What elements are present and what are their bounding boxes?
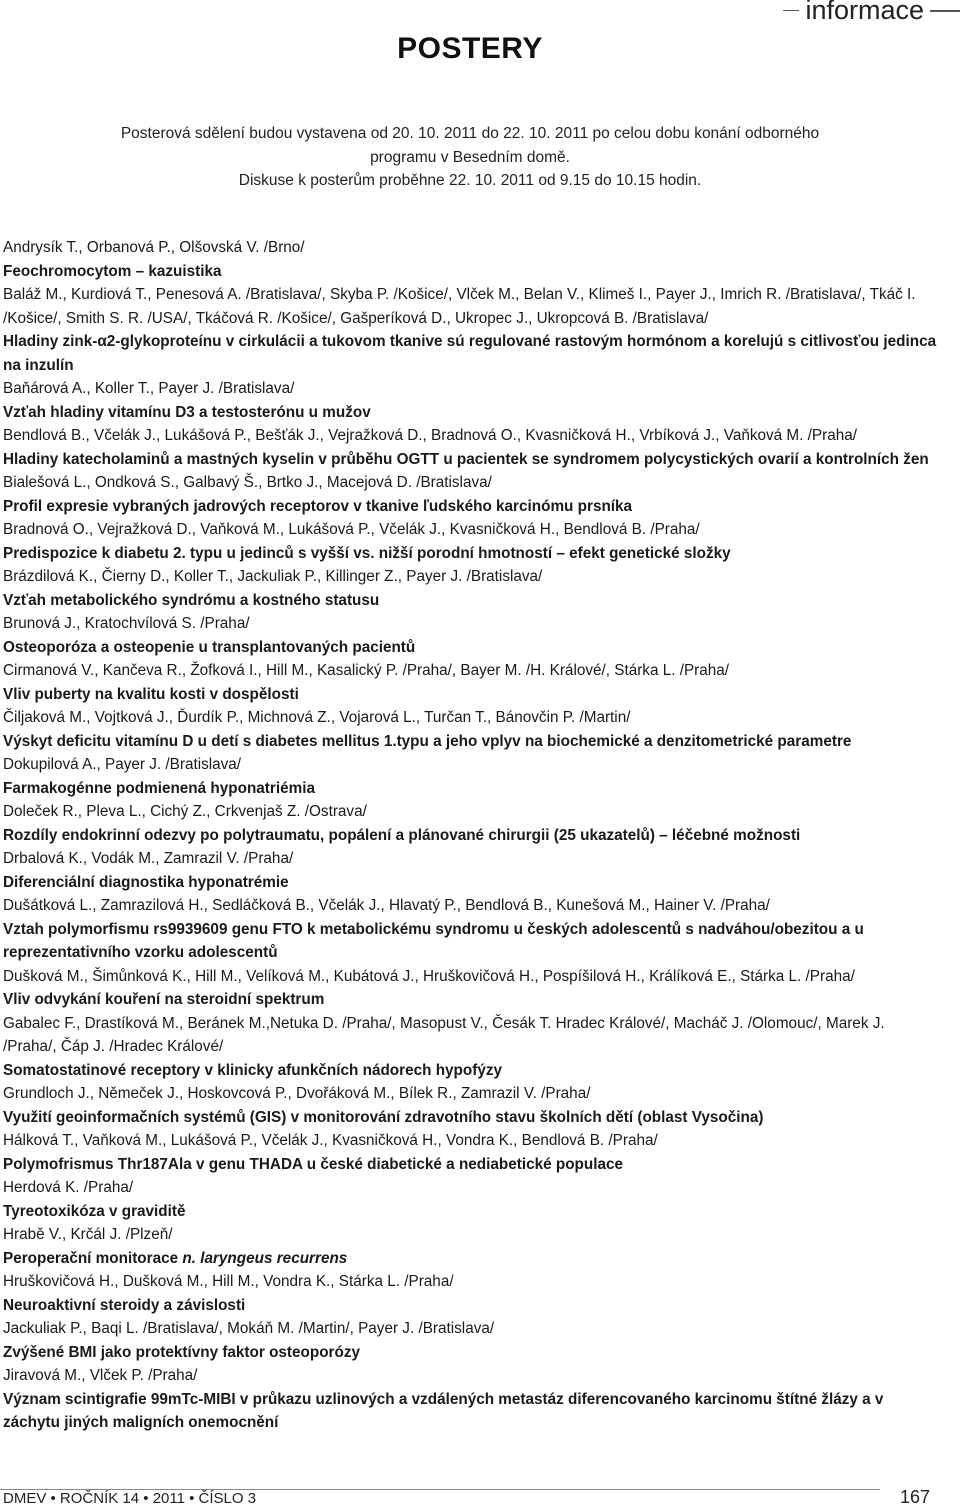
- poster-entry: [3, 612, 938, 659]
- poster-title: [3, 1059, 938, 1083]
- poster-title: [3, 401, 938, 425]
- poster-authors: Hrabě V., Krčál J. /Plzeň/: [3, 1226, 173, 1243]
- poster-entry: [3, 965, 938, 1012]
- poster-title-text: Vliv odvykání kouření na steroidní spektrum: [3, 991, 325, 1008]
- poster-title: [3, 683, 938, 707]
- section-label: informace: [799, 0, 930, 26]
- poster-entry: [3, 471, 938, 518]
- poster-title-text: Farmakogénne podmienená hyponatriémia: [3, 779, 315, 797]
- poster-title-text: Výskyt deficitu vitamínu D u detí s diabetes mellitus 1.typu a jeho vplyv na biochemické a denzitometrické parametre: [3, 732, 852, 750]
- poster-title: [3, 918, 938, 965]
- poster-entry: [3, 659, 938, 706]
- poster-title: [3, 1341, 938, 1365]
- poster-title-text: Tyreotoxikóza v graviditě: [3, 1202, 186, 1220]
- poster-entry: [3, 518, 938, 565]
- poster-entry: [3, 1176, 938, 1223]
- poster-title-text: Využití geoinformačních systémů (GIS) v monitorování zdravotního stavu školních dětí (oblast Vysočina): [3, 1108, 764, 1126]
- page-title: POSTERY: [397, 32, 543, 65]
- poster-title: [3, 1106, 938, 1130]
- poster-title-text: Vztah polymorfismu rs9939609 genu FTO k metabolickému syndromu u českých adolescentů s nadváhou/obezitou a u reprezentativního vzorku adolescentů: [3, 920, 864, 961]
- poster-authors: Bialešová L., Ondková S., Galbavý Š., Brtko J., Macejová D. /Bratislava/: [3, 474, 492, 491]
- poster-title: [3, 871, 938, 895]
- poster-title-text: Rozdíly endokrinní odezvy po polytraumatu, popálení a plánované chirurgii (25 ukazatelů) – léčebné možnosti: [3, 826, 801, 844]
- poster-entry: [3, 753, 938, 800]
- poster-authors: Dušátková L., Zamrazilová H., Sedláčková B., Včelák J., Hlavatý P., Bendlová B., Kunešová M., Hainer V. /Praha/: [3, 897, 770, 914]
- poster-title-text: Neuroaktivní steroidy a závislosti: [3, 1296, 246, 1314]
- poster-entry: [3, 1317, 938, 1364]
- poster-authors: Cirmanová V., Kančeva R., Žofková I., Hill M., Kasalický P. /Praha/, Bayer M. /H. Králové/, Stárka L. /Praha/: [3, 662, 730, 679]
- poster-authors: Bradnová O., Vejražková D., Vaňková M., Lukášová P., Včelák J., Kvasničková H., Bendlová B. /Praha/: [3, 521, 700, 538]
- poster-entry: [3, 800, 938, 847]
- poster-entry: [3, 236, 938, 283]
- poster-title-text: Polymofrismus Thr187Ala v genu THADA u české diabetické a nediabetické populace: [3, 1155, 624, 1173]
- poster-title-text: Zvýšené BMI jako protektívny faktor osteoporózy: [3, 1343, 361, 1361]
- poster-entry: [3, 1082, 938, 1129]
- poster-entry: [3, 424, 938, 471]
- poster-authors: Andrysík T., Orbanová P., Olšovská V. /Brno/: [3, 239, 305, 256]
- poster-authors: Hruškovičová H., Dušková M., Hill M., Vondra K., Stárka L. /Praha/: [3, 1273, 454, 1290]
- poster-title: [3, 448, 938, 472]
- intro-line-2: programu v Besedním domě.: [370, 148, 570, 166]
- poster-title: [3, 777, 938, 801]
- poster-title-text: Hladiny katecholaminů a mastných kyselin v průběhu OGTT u pacientek se syndromem polycystických ovarií a kontrolních žen: [3, 450, 929, 468]
- poster-title-text: Diferenciální diagnostika hyponatrémie: [3, 873, 289, 891]
- poster-title-text: Vzťah hladiny vitamínu D3 a testosterónu u mužov: [3, 403, 371, 421]
- poster-title: [3, 542, 938, 566]
- poster-title-text: Feochromocytom – kazuistika: [3, 262, 222, 280]
- poster-authors: Grundloch J., Němeček J., Hoskovcová P., Dvořáková M., Bílek R., Zamrazil V. /Praha/: [3, 1085, 591, 1102]
- poster-title: [3, 1247, 938, 1271]
- poster-entry: [3, 377, 938, 424]
- poster-authors: Dokupilová A., Payer J. /Bratislava/: [3, 756, 242, 773]
- poster-entry: [3, 706, 938, 753]
- poster-title: [3, 636, 938, 660]
- poster-entry: [3, 283, 938, 377]
- poster-authors: Baláž M., Kurdiová T., Penesová A. /Bratislava/, Skyba P. /Košice/, Vlček M., Belan V., Klimeš I., Payer J., Imrich R. /Bratislava/, Tkáč I. /Košice/, Smith S. R. /USA/, Tkáčová R. /Košice/, Gašperíková D., Ukropec J., Ukropcová B. /Bratislava/: [3, 286, 916, 327]
- poster-title: [3, 1388, 938, 1435]
- poster-title: [3, 730, 938, 754]
- poster-title: [3, 1294, 938, 1318]
- poster-title-text: Hladiny zink-α2-glykoproteínu v cirkulácii a tukovom tkanive sú regulované rastovým hormónom a korelujú s citlivosťou jedinca na inzulín: [3, 333, 937, 374]
- poster-title-text: Význam scintigrafie 99mTc-MIBI v průkazu uzlinových a vzdálených metastáz diferencovaného karcinomu štítné žlázy a v záchytu jiných maligních onemocnění: [3, 1390, 884, 1431]
- poster-title-text: Profil expresie vybraných jadrových receptorov v tkanive ľudského karcinómu prsníka: [3, 497, 633, 515]
- poster-entry: [3, 1012, 938, 1083]
- page-number: 167: [900, 1487, 931, 1507]
- poster-authors: Čiljaková M., Vojtková J., Ďurdík P., Michnová Z., Vojarová L., Turčan T., Bánovčin P. /Martin/: [3, 709, 631, 726]
- poster-title: [3, 988, 938, 1012]
- intro: [0, 122, 940, 193]
- poster-title-text: Somatostatinové receptory v klinicky afunkčních nádorech hypofýzy: [3, 1061, 502, 1079]
- poster-authors: Jackuliak P., Baqi L. /Bratislava/, Mokáň M. /Martin/, Payer J. /Bratislava/: [3, 1320, 495, 1337]
- poster-title: [3, 1153, 938, 1177]
- footer-journal: DMEV • ROČNÍK 14 • 2011 • ČÍSLO 3: [3, 1490, 257, 1507]
- poster-authors: Brunová J., Kratochvílová S. /Praha/: [3, 615, 250, 632]
- poster-title: [3, 589, 938, 613]
- poster-entry: [3, 565, 938, 612]
- intro-line-3: Diskuse k posterům proběhne 22. 10. 2011 od 9.15 do 10.15 hodin.: [238, 172, 702, 189]
- poster-entry: [3, 1129, 938, 1176]
- poster-authors: Drbalová K., Vodák M., Zamrazil V. /Praha/: [3, 850, 294, 867]
- poster-title: [3, 260, 938, 284]
- poster-entry: [3, 894, 938, 965]
- poster-title: [3, 495, 938, 519]
- poster-authors: Jiravová M., Vlček P. /Praha/: [3, 1367, 198, 1384]
- section-rule-end: [930, 11, 960, 12]
- poster-authors: Herdová K. /Praha/: [3, 1179, 134, 1196]
- intro-line-1: Posterová sdělení budou vystavena od 20. 10. 2011 do 22. 10. 2011 po celou dobu konání odborného: [120, 125, 820, 142]
- poster-title-text: Osteoporóza a osteopenie u transplantovaných pacientů: [3, 638, 416, 656]
- poster-authors: Baňárová A., Koller T., Payer J. /Bratislava/: [3, 380, 295, 397]
- poster-authors: Doleček R., Pleva L., Cichý Z., Crkvenjaš Z. /Ostrava/: [3, 803, 367, 820]
- poster-authors: Bendlová B., Včelák J., Lukášová P., Bešťák J., Vejražková D., Bradnová O., Kvasničková H., Vrbíková J., Vaňková M. /Praha/: [3, 427, 857, 444]
- poster-title: [3, 330, 938, 377]
- poster-entry: [3, 1270, 938, 1317]
- poster-title: [3, 1200, 938, 1224]
- poster-title-italic: n. laryngeus recurrens: [182, 1249, 348, 1267]
- poster-title-text: Peroperační monitorace: [3, 1249, 183, 1267]
- poster-title: [3, 824, 938, 848]
- poster-authors: Gabalec F., Drastíková M., Beránek M.,Netuka D. /Praha/, Masopust V., Česák T. Hradec Králové/, Macháč J. /Olomouc/, Marek J. /Praha/, Čáp J. /Hradec Králové/: [3, 1014, 885, 1055]
- poster-authors: Brázdilová K., Čierny D., Koller T., Jackuliak P., Killinger Z., Payer J. /Bratislava/: [3, 568, 543, 585]
- poster-authors: Hálková T., Vaňková M., Lukášová P., Včelák J., Kvasničková H., Vondra K., Bendlová B. /Praha/: [3, 1132, 658, 1149]
- poster-list: [3, 236, 938, 1435]
- poster-entry: [3, 1223, 938, 1270]
- poster-entry: [3, 847, 938, 894]
- poster-authors: Dušková M., Šimůnková K., Hill M., Velíková M., Kubátová J., Hruškovičová H., Pospíšilová H., Králíková E., Stárka L. /Praha/: [3, 967, 855, 985]
- poster-title-text: Vliv puberty na kvalitu kosti v dospělosti: [3, 685, 299, 703]
- poster-title-text: Predispozice k diabetu 2. typu u jedinců s vyšší vs. nižší porodní hmotností – efekt genetické složky: [3, 544, 731, 562]
- poster-title-text: Vzťah metabolického syndrómu a kostného statusu: [3, 591, 380, 609]
- poster-entry: [3, 1364, 938, 1435]
